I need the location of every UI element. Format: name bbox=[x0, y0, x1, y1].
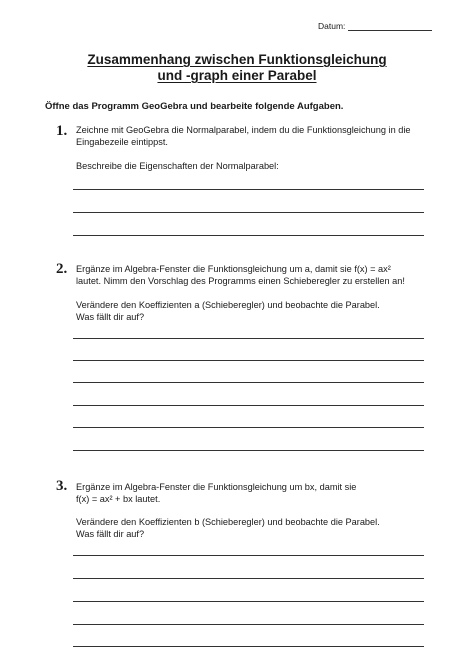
answer-line[interactable] bbox=[73, 382, 424, 383]
task-1-question: Beschreibe die Eigenschaften der Normalparabel: bbox=[76, 161, 279, 171]
answer-line[interactable] bbox=[73, 578, 424, 579]
task-2-number: 2. bbox=[56, 261, 68, 277]
answer-line[interactable] bbox=[73, 646, 424, 647]
answer-line[interactable] bbox=[73, 338, 424, 339]
answer-line[interactable] bbox=[73, 235, 424, 236]
task-2-text: Ergänze im Algebra-Fenster die Funktionsgleichung um a, damit sie f(x) = ax² lautet. Nimm den Vorschlag des Programms einen Schieberegler zu erstellen an! bbox=[76, 264, 405, 286]
task-1-text: Zeichne mit GeoGebra die Normalparabel, indem du die Funktionsgleichung in die Eingabezeile eintippst. bbox=[76, 125, 411, 147]
task-3-question: Verändere den Koeffizienten b (Schieberegler) und beobachte die Parabel. Was fällt dir auf? bbox=[76, 517, 380, 539]
task-2-question: Verändere den Koeffizienten a (Schieberegler) und beobachte die Parabel. Was fällt dir auf? bbox=[76, 300, 380, 322]
answer-line[interactable] bbox=[73, 427, 424, 428]
task-3-number: 3. bbox=[56, 478, 68, 494]
task-3-text: Ergänze im Algebra-Fenster die Funktionsgleichung um bx, damit sie f(x) = ax² + bx lautet. bbox=[76, 482, 357, 504]
title-line-2: und -graph einer Parabel bbox=[157, 68, 317, 83]
answer-line[interactable] bbox=[73, 360, 424, 361]
answer-line[interactable] bbox=[73, 450, 424, 451]
task-1-number: 1. bbox=[56, 123, 68, 139]
answer-line[interactable] bbox=[73, 601, 424, 602]
answer-line[interactable] bbox=[73, 189, 424, 190]
date-write-line[interactable] bbox=[348, 22, 432, 31]
answer-line[interactable] bbox=[73, 555, 424, 556]
instructions: Öffne das Programm GeoGebra und bearbeite folgende Aufgaben. bbox=[45, 101, 344, 112]
answer-line[interactable] bbox=[73, 624, 424, 625]
answer-line[interactable] bbox=[73, 405, 424, 406]
date-label: Datum: bbox=[318, 21, 346, 31]
answer-line[interactable] bbox=[73, 212, 424, 213]
title-line-1: Zusammenhang zwischen Funktionsgleichung bbox=[87, 52, 387, 67]
date-field bbox=[318, 21, 432, 31]
worksheet-title bbox=[0, 52, 474, 84]
